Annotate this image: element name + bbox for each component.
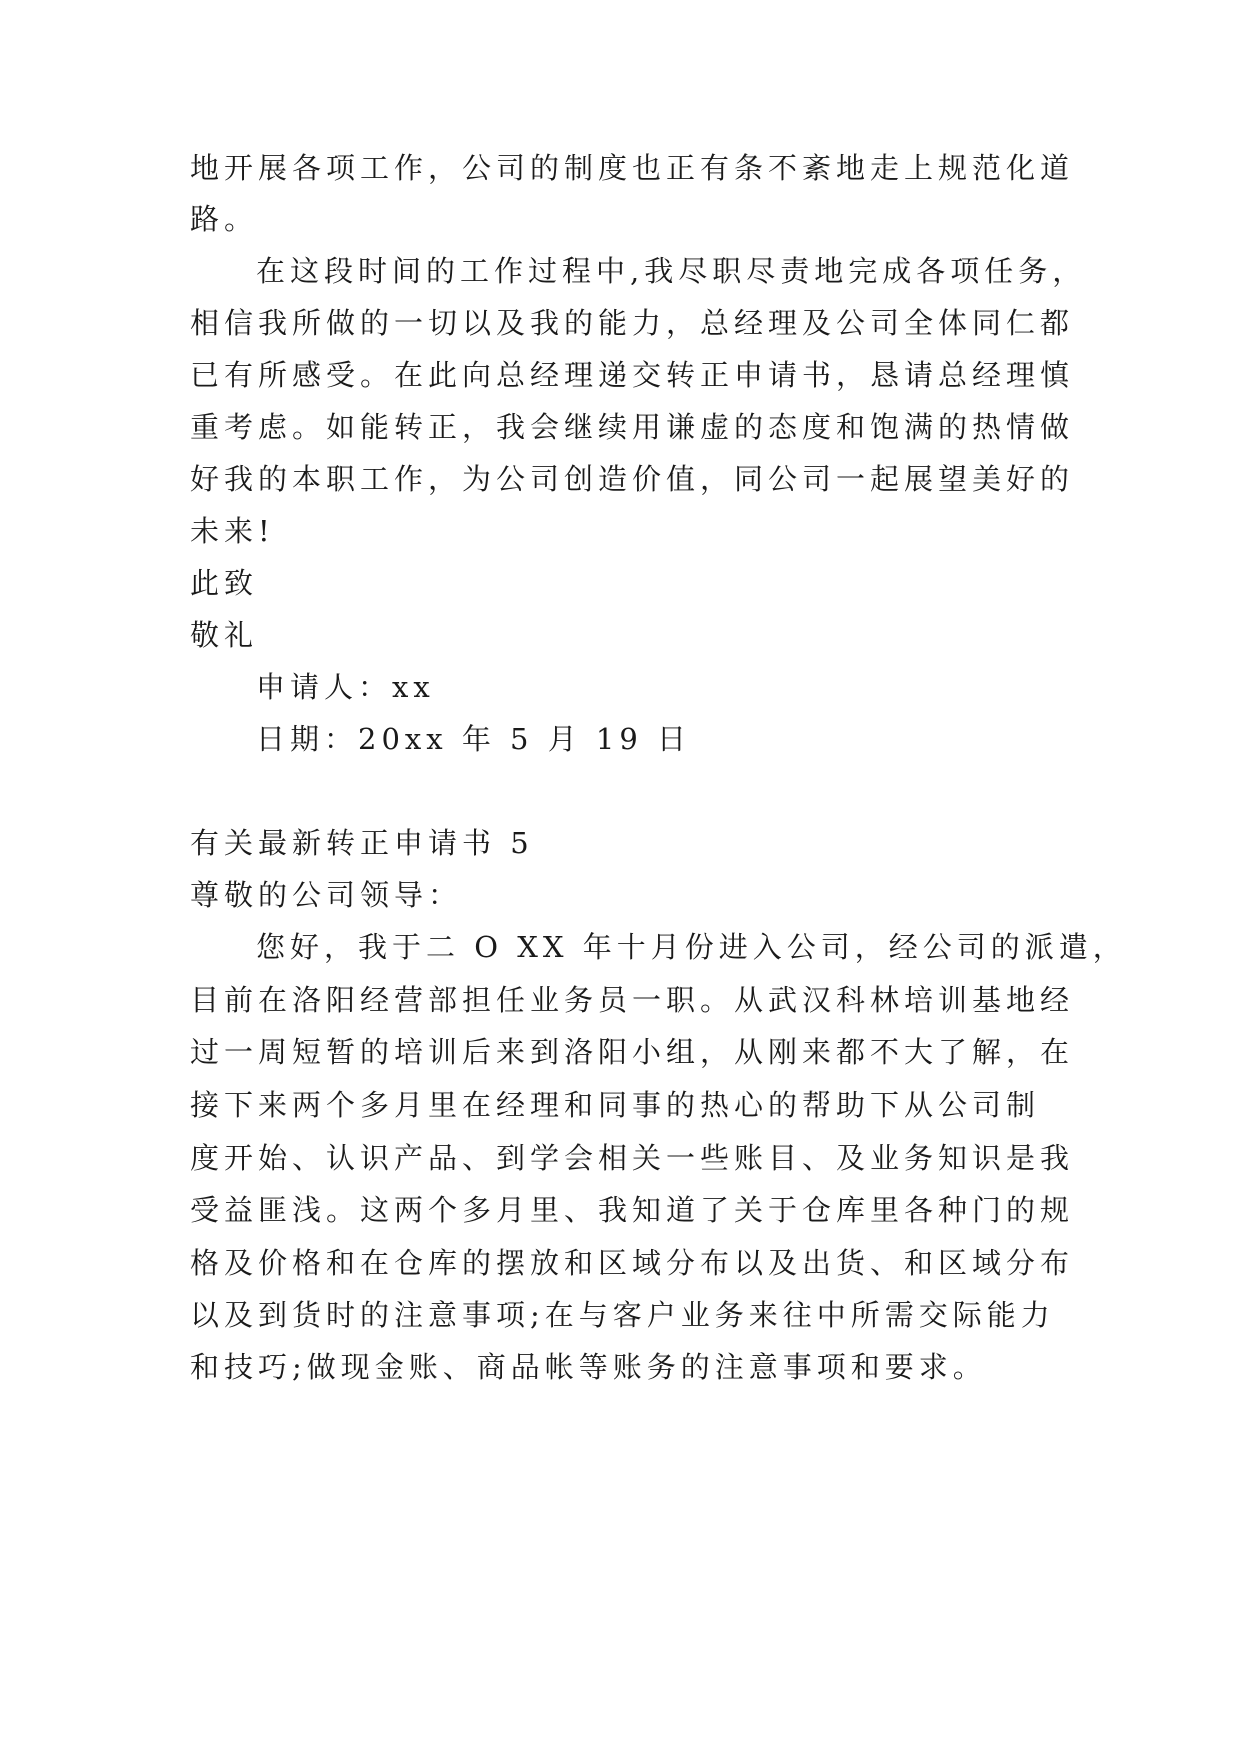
paragraph-line: 已有所感受。在此向总经理递交转正申请书，恳请总经理慎 <box>190 358 1075 392</box>
paragraph-line: 好我的本职工作，为公司创造价值，同公司一起展望美好的 <box>190 462 1075 496</box>
paragraph-line: 您好，我于二 O XX 年十月份进入公司，经公司的派遣， <box>256 930 1127 964</box>
paragraph-line: 度开始、认识产品、到学会相关一些账目、及业务知识是我 <box>190 1141 1075 1175</box>
paragraph-line: 以及到货时的注意事项;在与客户业务来往中所需交际能力 <box>190 1298 1055 1332</box>
closing-line: 敬礼 <box>190 618 259 652</box>
paragraph-line: 重考虑。如能转正，我会继续用谦虚的态度和饱满的热情做 <box>190 410 1075 444</box>
paragraph-line: 接下来两个多月里在经理和同事的热心的帮助下从公司制 <box>190 1088 1041 1122</box>
date-line: 日期：20xx 年 5 月 19 日 <box>256 722 692 756</box>
paragraph-line: 未来! <box>190 514 275 548</box>
applicant-line: 申请人：xx <box>256 670 435 704</box>
paragraph-line: 和技巧;做现金账、商品帐等账务的注意事项和要求。 <box>190 1350 987 1384</box>
paragraph-line: 过一周短暂的培训后来到洛阳小组，从刚来都不大了解，在 <box>190 1035 1075 1069</box>
closing-line: 此致 <box>190 566 259 600</box>
paragraph-line: 路。 <box>190 202 259 236</box>
paragraph-line: 格及价格和在仓库的摆放和区域分布以及出货、和区域分布 <box>190 1246 1075 1280</box>
paragraph-line: 目前在洛阳经营部担任业务员一职。从武汉科林培训基地经 <box>190 983 1075 1017</box>
salutation: 尊敬的公司领导： <box>190 878 463 912</box>
paragraph-line: 在这段时间的工作过程中,我尽职尽责地完成各项任务， <box>256 254 1087 288</box>
paragraph-line: 受益匪浅。这两个多月里、我知道了关于仓库里各种门的规 <box>190 1193 1075 1227</box>
section-title: 有关最新转正申请书 5 <box>190 826 534 860</box>
paragraph-line: 地开展各项工作，公司的制度也正有条不紊地走上规范化道 <box>190 151 1075 185</box>
paragraph-line: 相信我所做的一切以及我的能力，总经理及公司全体同仁都 <box>190 306 1075 340</box>
